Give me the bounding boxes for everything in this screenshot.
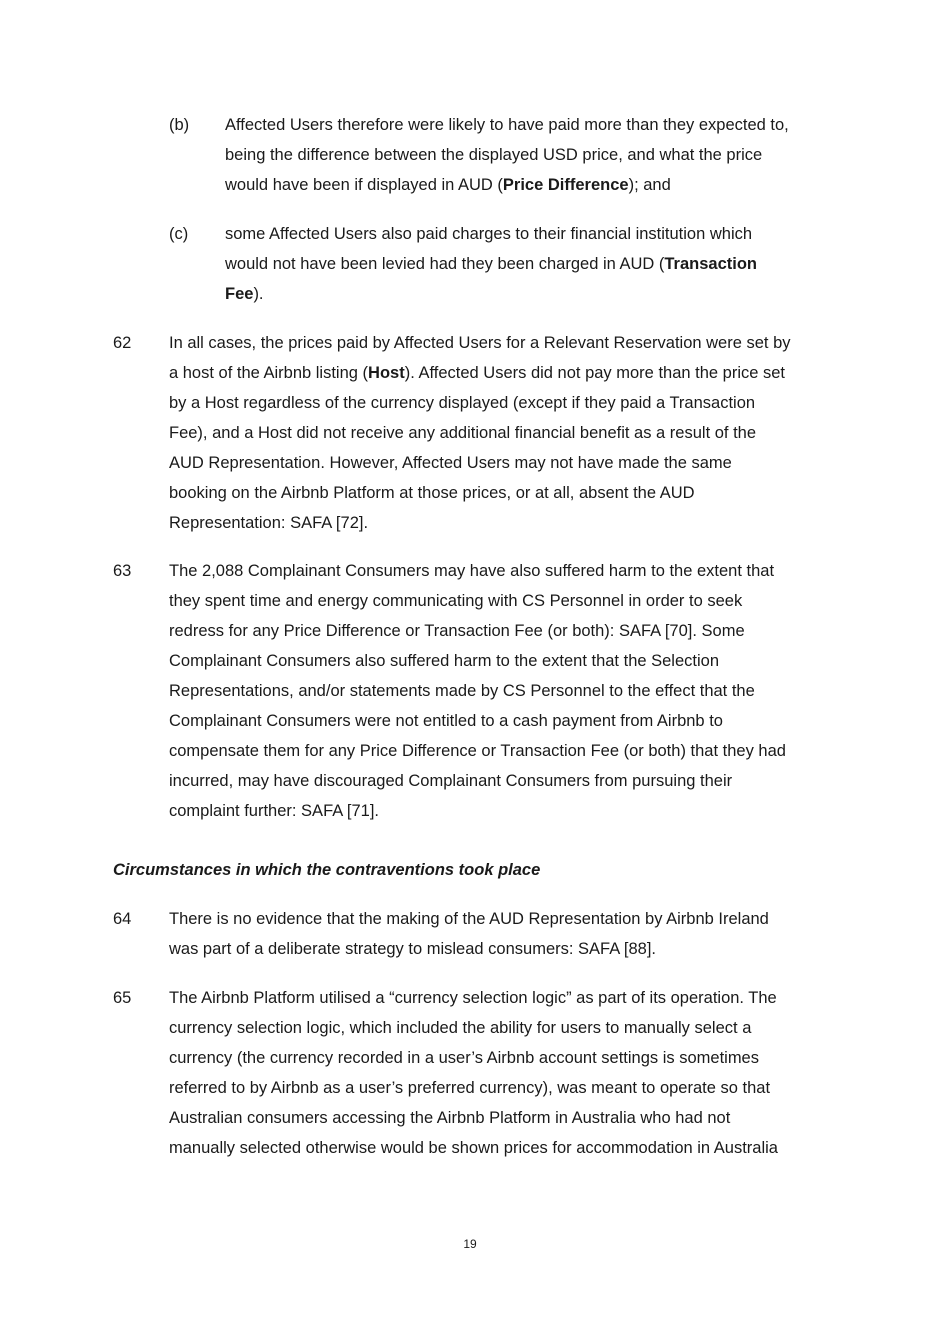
text-line [169,736,786,766]
text-run: compensate them for any Price Difference or Transaction Fee (or both) that they had [169,742,786,760]
text-line [225,110,789,140]
text-run: There is no evidence that the making of the AUD Representation by Airbnb Ireland [169,910,769,928]
paragraph-text [169,983,778,1163]
defined-term: Host [368,364,405,382]
text-run: redress for any Price Difference or Transaction Fee (or both): SAFA [70]. Some [169,622,745,640]
text-run: Complainant Consumers also suffered harm to the extent that the Selection [169,652,720,670]
text-run: ). Affected Users did not pay more than the price set [404,364,786,382]
text-run: booking on the Airbnb Platform at those prices, or at all, absent the AUD [169,484,695,502]
text-line [169,418,791,448]
text-run: by a Host regardless of the currency displayed (except if they paid a Transaction [169,394,756,412]
text-line [169,1073,778,1103]
text-line [225,170,789,200]
text-line [169,1013,778,1043]
text-run: was part of a deliberate strategy to mislead consumers: SAFA [88]. [169,940,656,958]
text-run: would not have been levied had they been charged in AUD ( [225,255,665,273]
text-line [169,328,791,358]
text-run: The 2,088 Complainant Consumers may have also suffered harm to the extent that [169,562,775,580]
text-run: ); and [628,176,671,194]
paragraph-number: 62 [113,334,132,352]
text-run: they spent time and energy communicating with CS Personnel in order to seek [169,592,743,610]
text-run: Representations, and/or statements made by CS Personnel to the effect that the [169,682,755,700]
section-heading: Circumstances in which the contraventions took place [113,861,541,879]
text-line [169,478,791,508]
text-run: currency selection logic, which included the ability for users to manually select a [169,1019,752,1037]
text-line [225,140,789,170]
paragraph-number: 65 [113,989,132,1007]
text-run: would have been if displayed in AUD ( [225,176,503,194]
paragraph-text [169,556,786,826]
text-run: ). [253,285,264,303]
text-line [169,706,786,736]
defined-term: Fee [225,285,254,303]
text-run: Affected Users therefore were likely to have paid more than they expected to, [225,116,789,134]
text-line [225,279,757,309]
defined-term: Price Difference [502,176,629,194]
text-run: referred to by Airbnb as a user’s preferred currency), was meant to operate so that [169,1079,771,1097]
text-line [169,676,786,706]
paragraph-text [169,328,791,538]
text-run: The Airbnb Platform utilised a “currency selection logic” as part of its operation. The [169,989,777,1007]
text-run: being the difference between the displayed USD price, and what the price [225,146,763,164]
text-run: some Affected Users also paid charges to their financial institution which [225,225,753,243]
text-line [169,448,791,478]
text-line [169,796,786,826]
text-run: Australian consumers accessing the Airbnb Platform in Australia who had not [169,1109,731,1127]
text-line [169,1043,778,1073]
paragraph-number: 64 [113,910,132,928]
text-line [169,904,769,934]
text-line [169,934,769,964]
subparagraph-label: (c) [169,225,189,243]
text-line [169,1103,778,1133]
paragraph-text [169,904,769,964]
text-line [169,508,791,538]
text-run: Complainant Consumers were not entitled to a cash payment from Airbnb to [169,712,723,730]
text-run: Fee), and a Host did not receive any additional financial benefit as a result of the [169,424,757,442]
text-line [169,766,786,796]
text-line [169,556,786,586]
subparagraph-text [225,219,757,309]
text-line [225,249,757,279]
subparagraph-label: (b) [169,116,190,134]
text-run: incurred, may have discouraged Complainant Consumers from pursuing their [169,772,733,790]
text-run: a host of the Airbnb listing ( [169,364,369,382]
text-run: complaint further: SAFA [71]. [169,802,380,820]
defined-term: Transaction [664,255,758,273]
text-line [169,586,786,616]
text-line [169,388,791,418]
text-run: manually selected otherwise would be shown prices for accommodation in Australia [169,1139,778,1157]
text-line [225,219,757,249]
text-line [169,616,786,646]
paragraph-number: 63 [113,562,132,580]
text-run: In all cases, the prices paid by Affected Users for a Relevant Reservation were set by [169,334,791,352]
text-line [169,1133,778,1163]
text-run: AUD Representation. However, Affected Users may not have made the same [169,454,732,472]
subparagraph-text [225,110,789,200]
text-run: currency (the currency recorded in a user’s Airbnb account settings is sometimes [169,1049,759,1067]
text-line [169,646,786,676]
text-line [169,983,778,1013]
text-run: Representation: SAFA [72]. [169,514,369,532]
text-line [169,358,791,388]
page-number: 19 [463,1237,477,1251]
